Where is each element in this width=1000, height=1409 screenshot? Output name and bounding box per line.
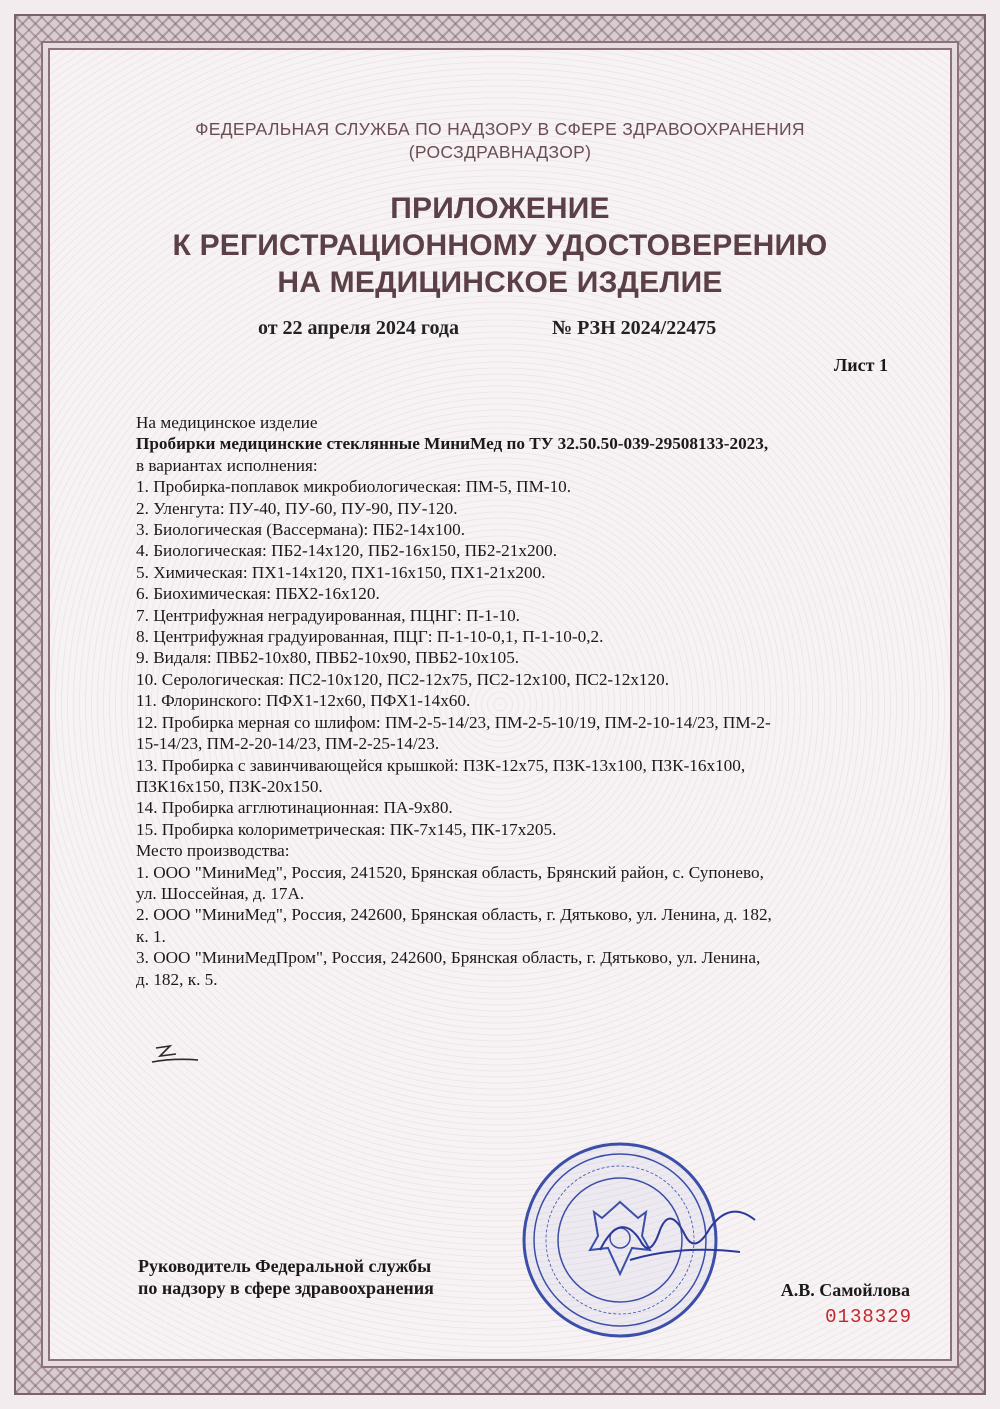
agency-abbreviation: (РОСЗДРАВНАДЗОР) bbox=[408, 142, 592, 162]
body-line: 3. Биологическая (Вассермана): ПБ2-14х100. bbox=[136, 520, 466, 540]
variants-intro: в вариантах исполнения: bbox=[136, 455, 318, 475]
signer-name: А.В. Самойлова bbox=[780, 1280, 910, 1300]
body-line: к. 1. bbox=[136, 926, 166, 946]
document-title bbox=[0, 190, 1000, 301]
body-line: 13. Пробирка с завинчивающейся крышкой: ПЗК-12х75, ПЗК-13х100, ПЗК-16х100, bbox=[136, 755, 746, 775]
issuing-agency bbox=[0, 118, 1000, 164]
product-name: Пробирки медицинские стеклянные МиниМед по ТУ 32.50.50-039-29508133-2023, bbox=[136, 434, 769, 454]
body-line: Место производства: bbox=[136, 841, 290, 861]
signer-title bbox=[138, 1255, 434, 1299]
body-line: 15-14/23, ПМ-2-20-14/23, ПМ-2-25-14/23. bbox=[136, 734, 440, 754]
signer-title-line-2: по надзору в сфере здравоохранения bbox=[138, 1278, 434, 1298]
registration-number: № РЗН 2024/22475 bbox=[552, 317, 717, 339]
body-line: 12. Пробирка мерная со шлифом: ПМ-2-5-14/23, ПМ-2-5-10/19, ПМ-2-10-14/23, ПМ-2- bbox=[136, 712, 771, 732]
title-line-1: ПРИЛОЖЕНИЕ bbox=[390, 192, 610, 225]
serial-number: 0138329 bbox=[825, 1306, 912, 1328]
body-line: 10. Серологическая: ПС2-10х120, ПС2-12х75, ПС2-12х100, ПС2-12х120. bbox=[136, 669, 669, 689]
body-line: 11. Флоринского: ПФХ1-12х60, ПФХ1-14х60. bbox=[136, 691, 471, 711]
body-line: 2. ООО "МиниМед", Россия, 242600, Брянская область, г. Дятьково, ул. Ленина, д. 182, bbox=[136, 905, 772, 925]
body-line: 1. Пробирка-поплавок микробиологическая: ПМ-5, ПМ-10. bbox=[136, 477, 572, 497]
signer-title-line-1: Руководитель Федеральной службы bbox=[138, 1256, 432, 1276]
title-line-2: К РЕГИСТРАЦИОННОМУ УДОСТОВЕРЕНИЮ bbox=[172, 229, 828, 262]
body-line: 4. Биологическая: ПБ2-14х120, ПБ2-16х150, ПБ2-21х200. bbox=[136, 541, 558, 561]
body-line: 9. Видаля: ПВБ2-10х80, ПВБ2-10х90, ПВБ2-10х105. bbox=[136, 648, 520, 668]
issue-date: от 22 апреля 2024 года bbox=[258, 317, 459, 339]
agency-name: ФЕДЕРАЛЬНАЯ СЛУЖБА ПО НАДЗОРУ В СФЕРЕ ЗДРАВООХРАНЕНИЯ bbox=[195, 119, 805, 139]
document-body bbox=[136, 412, 906, 990]
body-line: ПЗК16х150, ПЗК-20х150. bbox=[136, 776, 323, 796]
body-line: 14. Пробирка агглютинационная: ПА-9х80. bbox=[136, 798, 453, 818]
body-line: 2. Уленгута: ПУ-40, ПУ-60, ПУ-90, ПУ-120. bbox=[136, 498, 458, 518]
sheet-number: Лист 1 bbox=[833, 355, 888, 375]
body-line: 3. ООО "МиниМедПром", Россия, 242600, Брянская область, г. Дятьково, ул. Ленина, bbox=[136, 948, 761, 968]
body-line: 5. Химическая: ПХ1-14х120, ПХ1-16х150, ПХ1-21х200. bbox=[136, 562, 546, 582]
body-intro: На медицинское изделие bbox=[136, 413, 318, 432]
handwritten-initials bbox=[146, 1040, 202, 1070]
body-line: 8. Центрифужная градуированная, ПЦГ: П-1-10-0,1, П-1-10-0,2. bbox=[136, 627, 604, 647]
title-line-3: НА МЕДИЦИНСКОЕ ИЗДЕЛИЕ bbox=[277, 266, 723, 299]
body-line: 15. Пробирка колориметрическая: ПК-7х145, ПК-17х205. bbox=[136, 819, 557, 839]
body-line: 6. Биохимическая: ПБХ2-16х120. bbox=[136, 584, 380, 604]
body-line: 7. Центрифужная неградуированная, ПЦНГ: П-1-10. bbox=[136, 605, 520, 625]
handwritten-signature bbox=[590, 1190, 770, 1280]
body-line: д. 182, к. 5. bbox=[136, 969, 218, 989]
body-line: 1. ООО "МиниМед", Россия, 241520, Брянская область, Брянский район, с. Супонево, bbox=[136, 862, 764, 882]
body-line: ул. Шоссейная, д. 17А. bbox=[136, 883, 305, 903]
